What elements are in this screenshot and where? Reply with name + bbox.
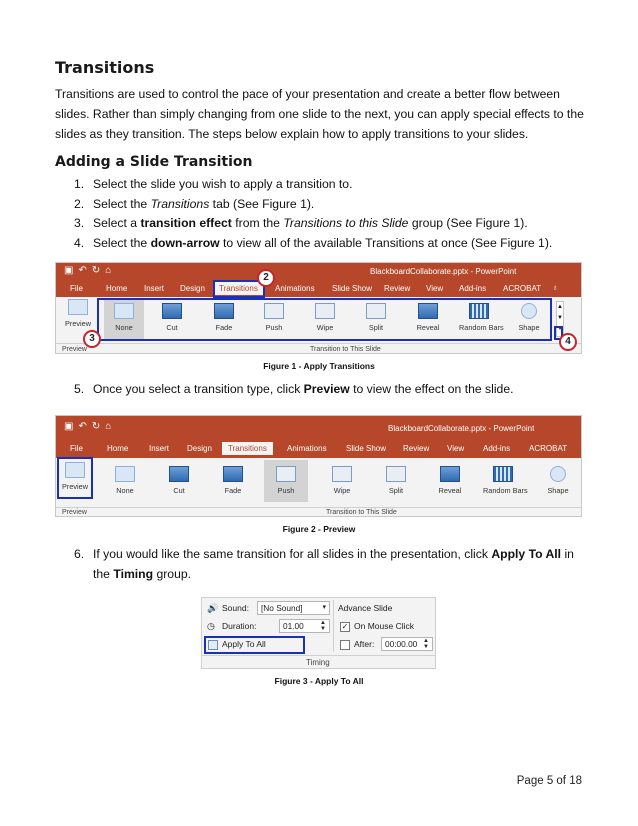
transition-shape[interactable]: Shape: [509, 303, 549, 332]
steps-list-3: [74, 545, 574, 584]
wipe-icon: [332, 466, 352, 482]
duration-label: Duration:: [222, 621, 257, 631]
transitions-tab-highlight: [213, 280, 265, 298]
tab-file[interactable]: File: [70, 284, 83, 293]
tab-acrobat[interactable]: ACROBAT: [503, 284, 542, 293]
tab-review[interactable]: Review: [403, 444, 430, 453]
tab-design[interactable]: Design: [187, 444, 212, 453]
tab-file[interactable]: File: [70, 444, 83, 453]
fade-icon: [223, 466, 243, 482]
preview-button[interactable]: Preview: [58, 299, 98, 328]
page-number: Page 5 of 18: [516, 775, 582, 787]
transition-push[interactable]: Push: [264, 460, 308, 502]
tab-transitions[interactable]: Transitions: [222, 442, 273, 455]
apply-to-all-button[interactable]: Apply To All: [205, 637, 305, 653]
preview-button[interactable]: Preview: [58, 462, 92, 491]
transition-none[interactable]: None: [104, 299, 144, 339]
document-title: BlackboardCollaborate.pptx - PowerPoint: [370, 267, 517, 276]
tab-review[interactable]: Review: [384, 284, 411, 293]
figure1-caption: Figure 1 - Apply Transitions: [263, 361, 375, 371]
group-label-preview: Preview: [62, 509, 87, 516]
apply-to-all-highlight: [204, 636, 305, 654]
tab-insert[interactable]: Insert: [144, 284, 165, 293]
steps-list-1: [74, 175, 552, 253]
ribbon-title-bar: [56, 263, 581, 279]
section-heading: Transitions: [55, 58, 155, 77]
after-label: After:: [354, 639, 375, 649]
cut-icon: [169, 466, 189, 482]
split-icon: [386, 466, 406, 482]
on-mouse-click-checkbox[interactable]: ✓: [341, 622, 349, 631]
transition-fade[interactable]: Fade: [204, 303, 244, 332]
gallery-scroll[interactable]: ▲ ▼ ▾: [556, 301, 564, 337]
transition-split[interactable]: Split: [356, 303, 396, 332]
tab-home[interactable]: Home: [106, 284, 128, 293]
tab-insert[interactable]: Insert: [149, 444, 170, 453]
tab-animations[interactable]: Animations: [275, 284, 315, 293]
quick-access-icons[interactable]: ▣↶↻⌂: [64, 265, 117, 276]
quick-access-icons[interactable]: ▣↶↻⌂: [64, 421, 117, 432]
push-icon: [276, 466, 296, 482]
tab-add-ins[interactable]: Add-ins: [483, 444, 511, 453]
group-label-transition: Transition to This Slide: [326, 509, 397, 516]
spinner-arrows-icon: ▲ ▼: [423, 638, 429, 650]
step-item: 2. Select the Transitions tab (See Figure 1).: [74, 196, 315, 211]
transition-reveal[interactable]: Reveal: [408, 303, 448, 332]
steps-list-2: [74, 380, 513, 400]
figure3-caption: Figure 3 - Apply To All: [274, 676, 364, 686]
tab-acrobat[interactable]: ACROBAT: [529, 444, 568, 453]
callout-2: 2: [257, 269, 275, 287]
transition-none[interactable]: None: [105, 466, 145, 495]
transition-fade[interactable]: Fade: [213, 466, 253, 495]
preview-icon: [68, 299, 88, 315]
duration-spinner[interactable]: 01.00 ▲ ▼: [279, 619, 330, 633]
random-bars-icon: [493, 466, 513, 482]
group-label-transition: Transition to This Slide: [310, 346, 381, 353]
transition-reveal[interactable]: Reveal: [430, 466, 470, 495]
figure2-caption: Figure 2 - Preview: [282, 524, 356, 534]
tab-slide-show[interactable]: Slide Show: [346, 444, 387, 453]
tab-home[interactable]: Home: [107, 444, 129, 453]
transition-cut[interactable]: Cut: [159, 466, 199, 495]
transition-wipe[interactable]: Wipe: [305, 303, 345, 332]
transition-random-bars[interactable]: Random Bars: [483, 466, 523, 495]
sound-dropdown[interactable]: [No Sound] ▾: [257, 601, 330, 615]
callout-3: 3: [83, 330, 101, 348]
step-item: 4. Select the down-arrow to view all of the available Transitions at once (See Figure 1).: [74, 235, 553, 250]
preview-highlight: [57, 457, 93, 499]
spinner-arrows-icon: ▲ ▼: [320, 620, 326, 632]
timing-group: [201, 597, 436, 669]
after-checkbox[interactable]: [340, 640, 350, 650]
transition-random-bars[interactable]: Random Bars: [459, 303, 499, 332]
none-icon: [115, 466, 135, 482]
shape-icon: [550, 466, 566, 482]
transition-split[interactable]: Split: [376, 466, 416, 495]
tab-view[interactable]: View: [447, 444, 465, 453]
sound-icon: 🔊: [207, 603, 219, 613]
sound-label: Sound:: [222, 603, 249, 613]
step-item: 3. Select a transition effect from the Transitions to this Slide group (See Figure 1).: [74, 216, 528, 230]
clock-icon: ◷: [207, 621, 215, 631]
on-mouse-click-label: On Mouse Click: [354, 621, 414, 631]
ribbon-title-bar: [56, 416, 581, 440]
timing-group-label: Timing: [306, 658, 330, 667]
transition-shape[interactable]: Shape: [538, 466, 578, 495]
tab-animations[interactable]: Animations: [287, 444, 327, 453]
callout-4: 4: [559, 333, 577, 351]
tab-slide-show[interactable]: Slide Show: [332, 284, 373, 293]
advance-slide-label: Advance Slide: [338, 603, 393, 613]
subsection-heading: Adding a Slide Transition: [55, 154, 253, 170]
tab-design[interactable]: Design: [180, 284, 205, 293]
transition-cut[interactable]: Cut: [152, 303, 192, 332]
transition-wipe[interactable]: Wipe: [322, 466, 362, 495]
after-spinner[interactable]: 00:00.00 ▲ ▼: [381, 637, 433, 651]
step-item: 6. If you would like the same transition for all slides in the presentation, click Apply To All in the Timing group.: [74, 547, 574, 581]
chevron-down-icon: ▾: [322, 604, 326, 611]
tab-transitions[interactable]: Transitions: [213, 282, 264, 295]
ribbon-body: [56, 458, 581, 517]
group-label-preview: Preview: [62, 346, 87, 353]
ribbon-tabs: [56, 279, 581, 297]
reveal-icon: [440, 466, 460, 482]
step-item: 1. Select the slide you wish to apply a transition to.: [74, 177, 353, 191]
tab-add-ins[interactable]: Add-ins: [459, 284, 487, 293]
intro-paragraph: Transitions are used to control the pace of your presentation and create a better flow between slides. Rather than simply changing from one slide to the next, you can apply special effects to the slides as they transition. The steps below explain how to apply transitions to your slides.: [55, 87, 584, 141]
step-item: 5. Once you select a transition type, click Preview to view the effect on the slide.: [74, 382, 514, 396]
figure2-ribbon: [55, 415, 582, 517]
gallery-highlight: [97, 298, 552, 341]
document-title: BlackboardCollaborate.pptx - PowerPoint: [388, 424, 535, 433]
tab-view[interactable]: View: [426, 284, 444, 293]
transition-push[interactable]: Push: [254, 303, 294, 332]
lightbulb-icon[interactable]: ♁: [552, 283, 558, 292]
ribbon-tabs: [56, 440, 581, 458]
